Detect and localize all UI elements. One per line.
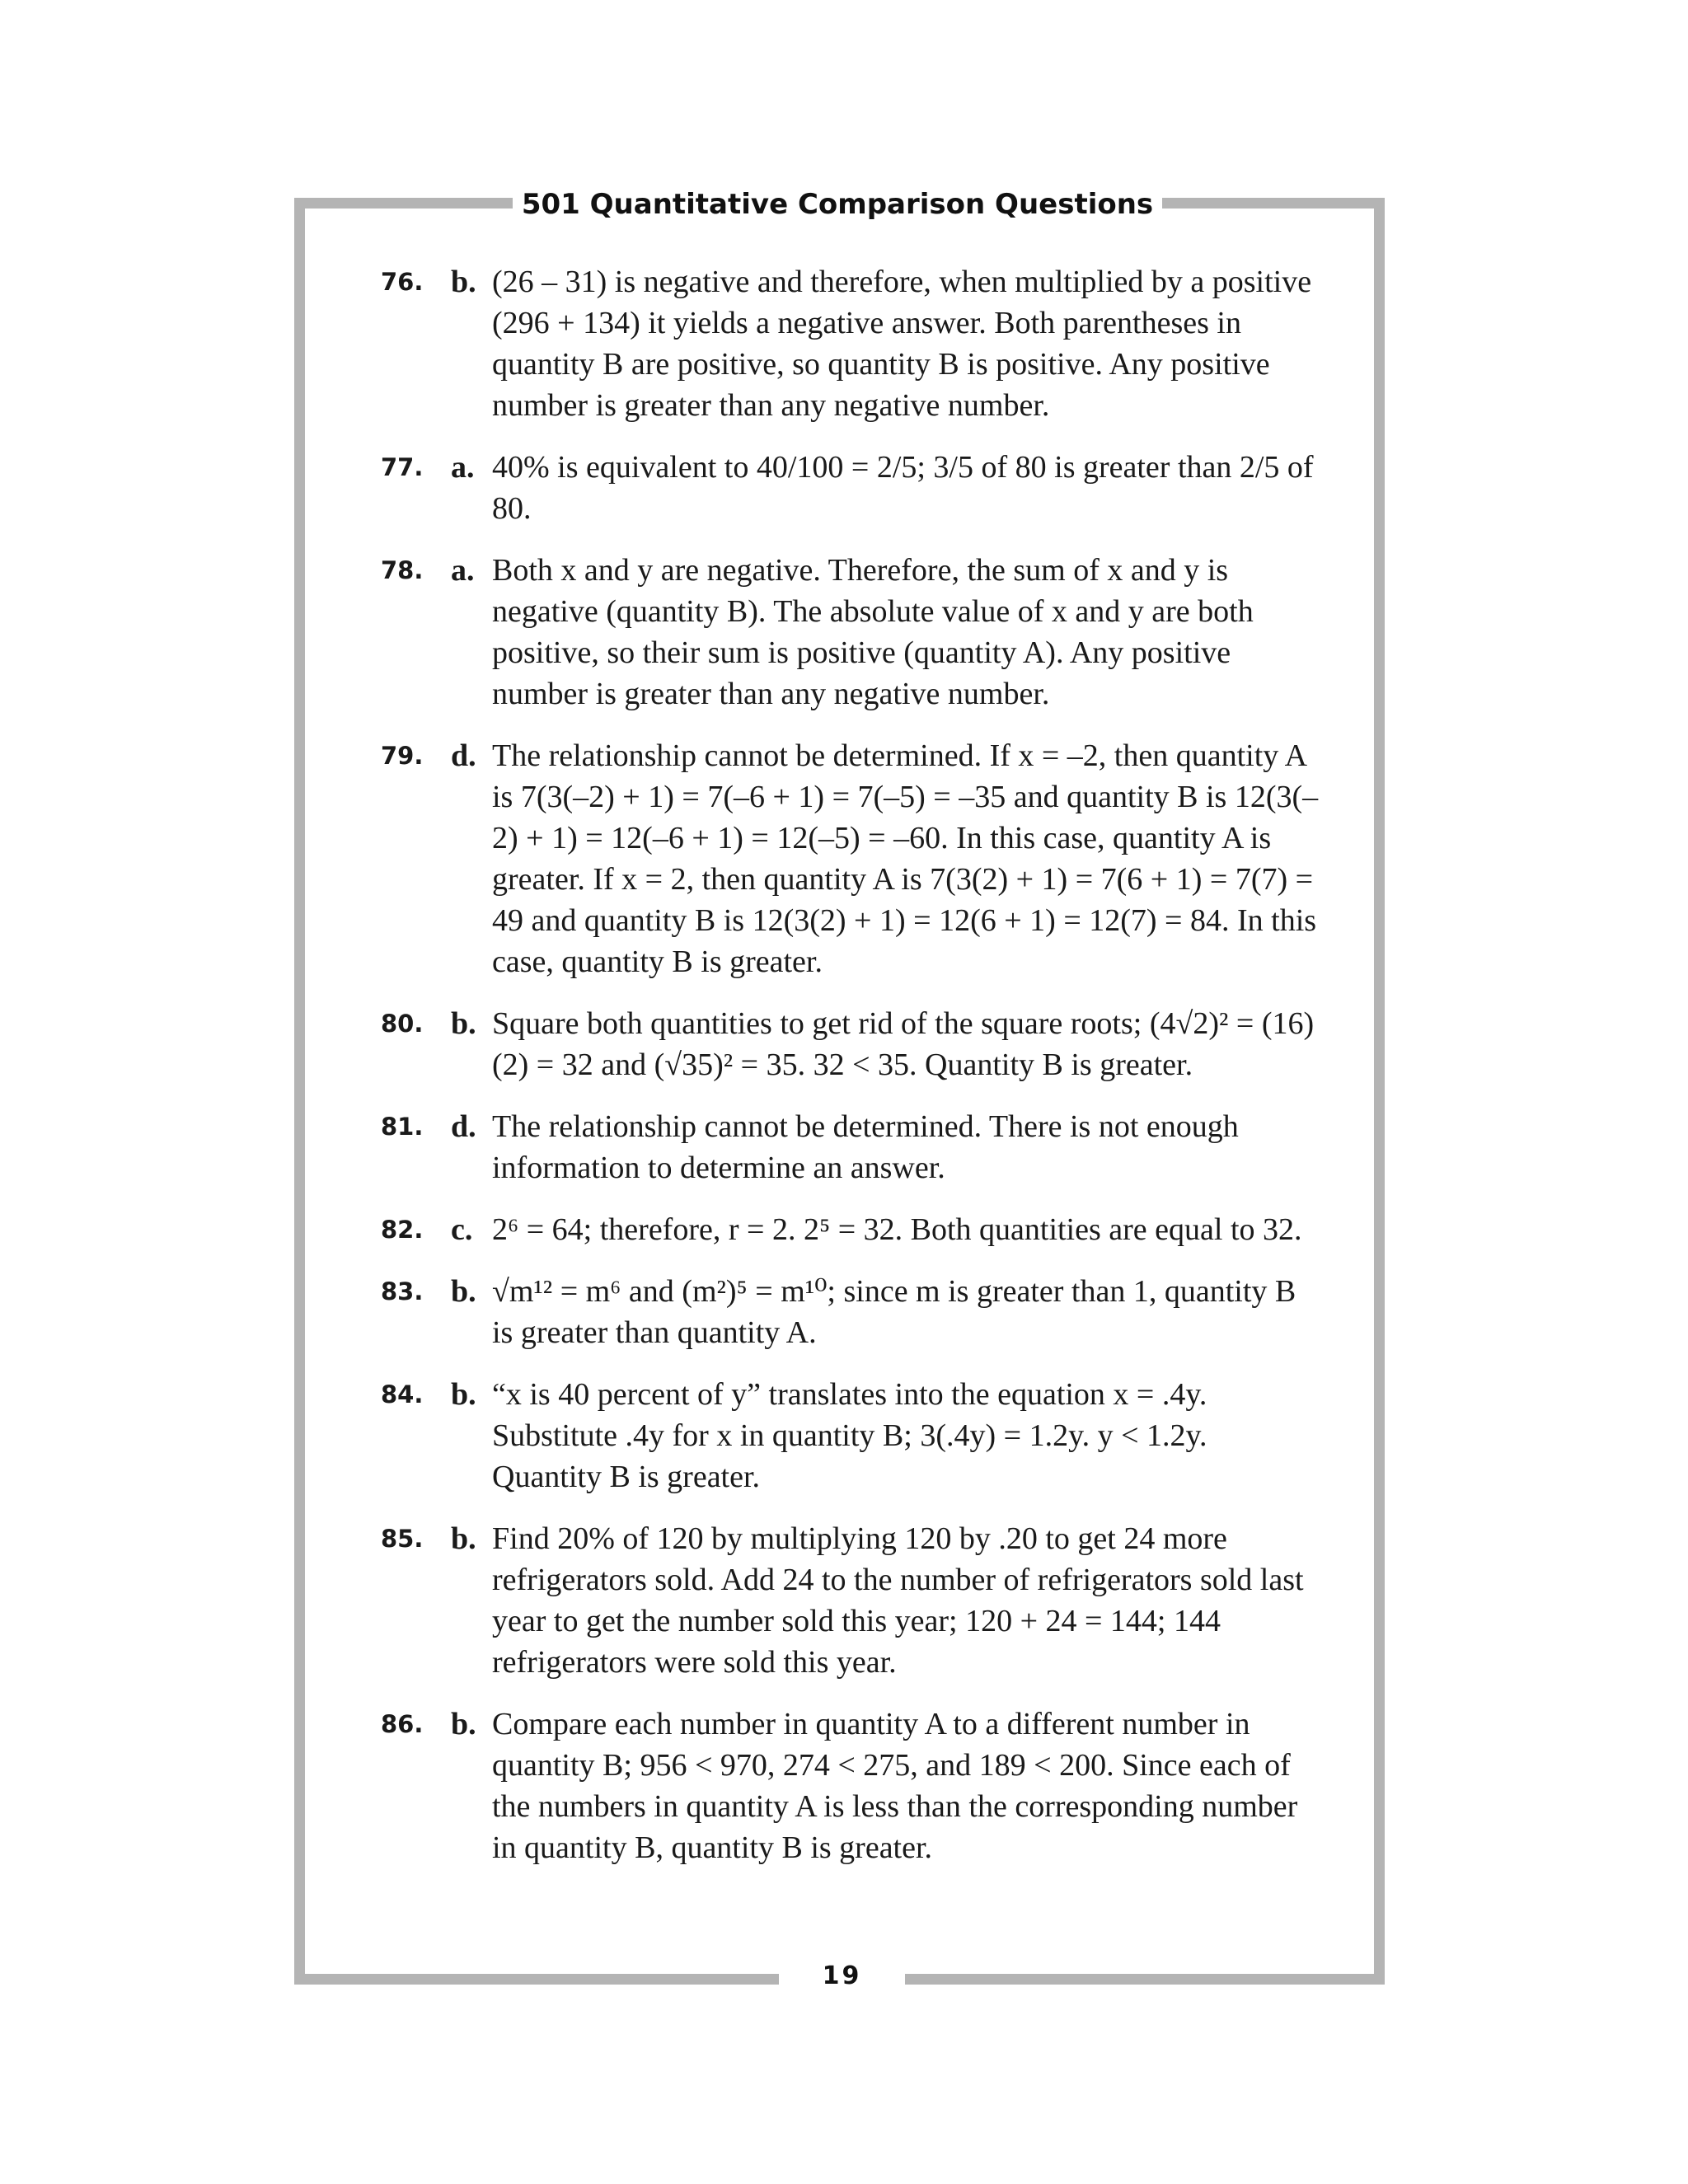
answer-explanation: The relationship cannot be determined. If x = –2, then quantity A is 7(3(–2) + 1) = 7(–6 + 1) = 7(–5) = –35 and quantity B is 12(3(–2) + 1) = 12(–6 + 1) = 12(–5) = –60. In this case, quantity A is greater. If x = 2, then quantity A is 7(3(2) + 1) = 7(6 + 1) = 7(7) = 49 and quantity B is 12(3(2) + 1) = 12(6 + 1) = 12(7) = 84. In this case, quantity B is greater. [492, 738, 1319, 979]
page-header: 501 Quantitative Comparison Questions [521, 188, 1154, 221]
answer-number: 84. [381, 1380, 424, 1408]
answer-item [381, 261, 1320, 426]
page-number: 19 [822, 1961, 862, 1990]
answer-list [381, 261, 1320, 1889]
answer-item [381, 1106, 1320, 1188]
answer-number: 81. [381, 1113, 424, 1141]
answer-number: 78. [381, 556, 424, 584]
answer-letter: d. [451, 738, 476, 773]
answer-number: 80. [381, 1010, 424, 1038]
answer-number: 76. [381, 268, 424, 296]
answer-item [381, 1209, 1320, 1250]
frame-top-right [1162, 198, 1385, 209]
answer-item [381, 1271, 1320, 1353]
answer-item [381, 1003, 1320, 1085]
answer-letter: d. [451, 1109, 476, 1144]
answer-number: 82. [381, 1216, 424, 1244]
answer-number: 86. [381, 1710, 424, 1738]
answer-letter: b. [451, 1377, 476, 1412]
answer-letter: b. [451, 1006, 476, 1041]
answer-number: 85. [381, 1525, 424, 1553]
answer-item [381, 1374, 1320, 1497]
answer-explanation: 40% is equivalent to 40/100 = 2/5; 3/5 of 80 is greater than 2/5 of 80. [492, 450, 1314, 526]
answer-item [381, 735, 1320, 982]
answer-item [381, 550, 1320, 715]
answer-explanation: √m¹² = m⁶ and (m²)⁵ = m¹⁰; since m is greater than 1, quantity B is greater than quantity A. [492, 1274, 1296, 1350]
answer-explanation: Compare each number in quantity A to a different number in quantity B; 956 < 970, 274 < 275, and 189 < 200. Since each of the numbers in quantity A is less than the corresponding number in quantity B, quantity B is greater. [492, 1707, 1298, 1865]
answer-explanation: Find 20% of 120 by multiplying 120 by .20 to get 24 more refrigerators sold. Add 24 to the number of refrigerators sold last year to get the number sold this year; 120 + 24 = 144; 144 refrigerators were sold this year. [492, 1521, 1304, 1680]
answer-letter: b. [451, 1274, 476, 1309]
answer-letter: c. [451, 1212, 473, 1247]
answer-number: 83. [381, 1277, 424, 1305]
frame-bottom-right [905, 1974, 1385, 1985]
answer-explanation: Square both quantities to get rid of the square roots; (4√2)² = (16)(2) = 32 and (√35)² = 35. 32 < 35. Quantity B is greater. [492, 1006, 1315, 1082]
frame-bottom-left [294, 1974, 779, 1985]
answer-item [381, 447, 1320, 529]
answer-letter: b. [451, 1707, 476, 1741]
answer-item [381, 1518, 1320, 1683]
answer-letter: b. [451, 265, 476, 299]
answer-number: 79. [381, 742, 424, 770]
answer-letter: a. [451, 553, 475, 588]
answer-number: 77. [381, 453, 424, 481]
frame-top-left [294, 198, 513, 209]
answer-explanation: 2⁶ = 64; therefore, r = 2. 2⁵ = 32. Both quantities are equal to 32. [492, 1212, 1302, 1247]
answer-letter: b. [451, 1521, 476, 1556]
answer-explanation: “x is 40 percent of y” translates into the equation x = .4y. Substitute .4y for x in quantity B; 3(.4y) = 1.2y. y < 1.2y. Quantity B is greater. [492, 1377, 1207, 1494]
answer-explanation: Both x and y are negative. Therefore, the sum of x and y is negative (quantity B). The absolute value of x and y are both positive, so their sum is positive (quantity A). Any positive number is greater than any negative number. [492, 553, 1254, 711]
frame-left [294, 198, 305, 1985]
answer-explanation: The relationship cannot be determined. There is not enough information to determine an answer. [492, 1109, 1239, 1185]
answer-item [381, 1704, 1320, 1868]
frame-right [1374, 198, 1385, 1985]
answer-explanation: (26 – 31) is negative and therefore, when multiplied by a positive (296 + 134) it yields a negative answer. Both parentheses in quantity B are positive, so quantity B is positive. Any positive number is greater than any negative number. [492, 265, 1312, 423]
answer-letter: a. [451, 450, 475, 485]
